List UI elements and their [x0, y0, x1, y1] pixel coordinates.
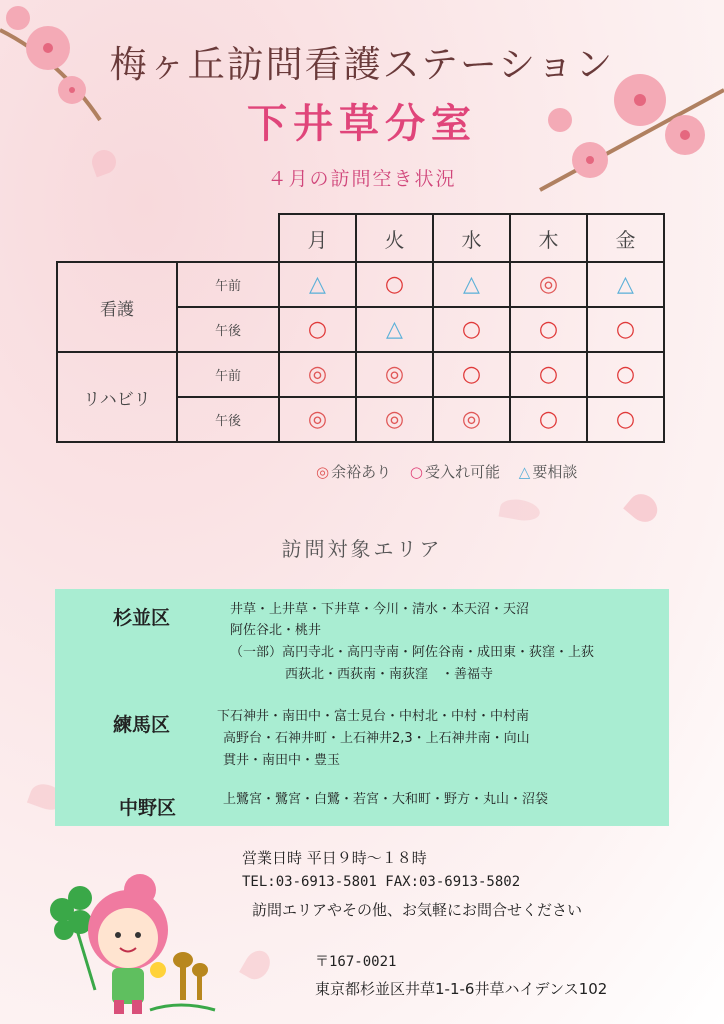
availability-table [56, 213, 665, 443]
availability-mark: △ [309, 271, 326, 297]
ward-area-line: 阿佐谷北・桃井 [230, 623, 322, 638]
availability-mark: △ [386, 316, 403, 342]
slot-label: 午前 [177, 352, 279, 397]
nurse-mascot-icon [40, 860, 220, 1020]
legend-item: ◎ 余裕あり [316, 463, 392, 481]
circle-icon: ○ [409, 463, 423, 481]
ward-area-line: 西荻北・西荻南・南荻窪 ・善福寺 [285, 667, 494, 682]
slot-label: 午後 [177, 307, 279, 352]
ward-name: 練馬区 [113, 714, 171, 736]
availability-mark: ○ [307, 316, 328, 342]
table-row [57, 352, 664, 397]
double-circle-icon: ◎ [316, 463, 330, 481]
availability-mark: ◎ [384, 406, 405, 432]
ward-name: 中野区 [119, 797, 177, 819]
category-label: リハビリ [57, 352, 177, 442]
day-header: 火 [356, 214, 433, 262]
availability-mark: ○ [615, 406, 636, 432]
ward-area-line: 上鷺宮・鷺宮・白鷺・若宮・大和町・野方・丸山・沼袋 [223, 792, 549, 807]
legend [316, 461, 591, 482]
slot-label: 午前 [177, 262, 279, 307]
petal-decoration [499, 497, 542, 524]
petal-decoration [239, 946, 275, 984]
contact-note: 訪問エリアやその他、お気軽にお問合せください [252, 901, 583, 919]
triangle-icon: △ [518, 463, 531, 481]
availability-mark: ○ [538, 406, 559, 432]
postal-code: 〒167-0021 [315, 954, 397, 970]
ward-area-line: （一部）高円寺北・高円寺南・阿佐谷南・成田東・荻窪・上荻 [230, 645, 595, 660]
day-header: 木 [510, 214, 587, 262]
branch-name: 下井草分室 [247, 101, 477, 147]
service-area-heading: 訪問対象エリア [281, 537, 443, 561]
availability-mark: ○ [615, 316, 636, 342]
availability-mark: ○ [384, 271, 405, 297]
legend-item: △ 要相談 [518, 463, 578, 481]
ward-name: 杉並区 [113, 607, 171, 629]
service-area-box [55, 589, 669, 826]
availability-mark: ○ [461, 316, 482, 342]
availability-mark: ○ [461, 361, 482, 387]
availability-mark: ◎ [461, 406, 482, 432]
petal-decoration [623, 488, 663, 527]
availability-mark: ○ [538, 361, 559, 387]
day-header: 月 [279, 214, 356, 262]
ward-area-line: 井草・上井草・下井草・今川・清水・本天沼・天沼 [230, 602, 530, 617]
ward-area-line: 高野台・石神井町・上石神井2,3・上石神井南・向山 [223, 731, 530, 746]
availability-mark: ○ [538, 316, 559, 342]
availability-mark: ◎ [307, 406, 328, 432]
category-label: 看護 [57, 262, 177, 352]
page-title: 梅ヶ丘訪問看護ステーション [109, 43, 615, 86]
slot-label: 午後 [177, 397, 279, 442]
table-row [57, 262, 664, 307]
ward-area-line: 下石神井・南田中・富士見台・中村北・中村・中村南 [217, 709, 530, 724]
availability-mark: △ [463, 271, 480, 297]
day-header: 金 [587, 214, 664, 262]
table-header-row [57, 214, 664, 262]
availability-mark: ◎ [307, 361, 328, 387]
schedule-heading: ４月の訪問空き状況 [267, 168, 457, 190]
availability-mark: ◎ [384, 361, 405, 387]
business-hours: 営業日時 平日９時～１８時 [242, 849, 427, 867]
availability-mark: ○ [615, 361, 636, 387]
address: 東京都杉並区井草1-1-6井草ハイデンス102 [315, 980, 608, 998]
day-header: 水 [433, 214, 510, 262]
legend-item: ○ 受入れ可能 [409, 463, 500, 481]
phone-fax: TEL:03-6913-5801 FAX:03-6913-5802 [242, 874, 521, 890]
ward-area-line: 貫井・南田中・豊玉 [223, 753, 341, 768]
availability-mark: △ [617, 271, 634, 297]
availability-mark: ◎ [538, 271, 559, 297]
